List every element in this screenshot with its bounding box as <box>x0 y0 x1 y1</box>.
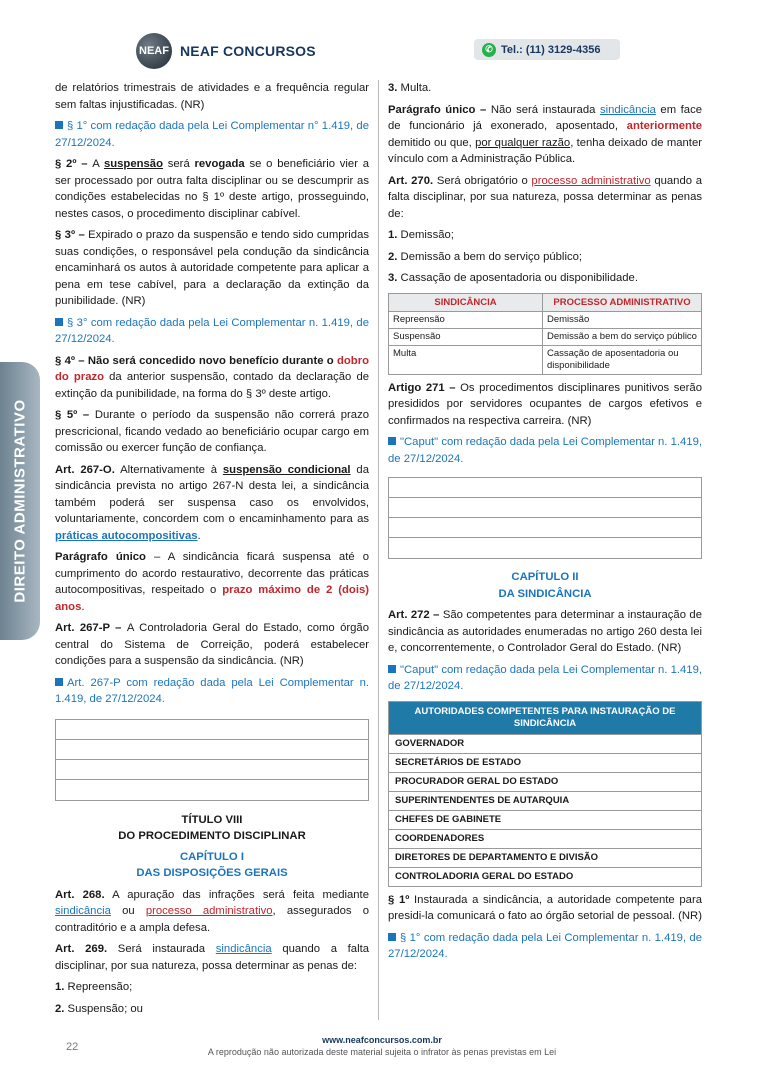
table-cell: Multa <box>389 345 543 374</box>
text: se o beneficiário vier a ser processado por outra falta disciplinar ou se descumprir as condições estabelecidas no § 1º deste artigo, prosseguindo, nestes casos, o procedimento disciplinar cabível. <box>55 158 369 220</box>
text: A Controladoria Geral do Estado, como órgão central do Sistema de Correição, poderá estabelecer condições para a suspensão da sindicância. (NR) <box>55 622 369 667</box>
para-label: § 1º <box>388 893 410 906</box>
para-label: Art. 267-P – <box>55 622 127 634</box>
text: Durante o período da suspensão não correrá prazo prescricional, ficando vedado ao beneficiário ocupar cargo em comissão ou exercer função de confiança. <box>55 409 370 454</box>
text: . <box>81 600 85 613</box>
text: demitido ou que, <box>388 136 476 149</box>
paragraph-5 <box>55 407 369 457</box>
text: será <box>162 158 195 170</box>
note-row <box>389 518 701 538</box>
table-row <box>389 772 702 791</box>
table-cell: Suspensão <box>389 328 543 345</box>
note-text: "Caput" com redação dada pela Lei Complementar n. 1.419, de 27/12/2024. <box>388 436 702 465</box>
list-item <box>388 227 702 244</box>
text: Cassação de aposentadoria ou disponibilidade. <box>397 272 638 284</box>
table-row <box>389 345 702 374</box>
table-header: AUTORIDADES COMPETENTES PARA INSTAURAÇÃO DE SINDICÂNCIA <box>389 701 702 734</box>
table-row <box>389 753 702 772</box>
table-header-row <box>389 701 702 734</box>
link-praticas[interactable]: práticas autocompositivas <box>55 529 198 542</box>
text: Os procedimentos disciplinares punitivos serão presididos por servidores ocupantes de cargos efetivos e confirmados na respectiva carreira. (NR) <box>388 381 703 427</box>
link-sindicancia[interactable]: sindicância <box>215 943 272 955</box>
text: – A sindicância ficará suspensa até o cumprimento do acordo restaurativo, decorrente das práticas autocompositivas, respeitado o <box>55 551 369 596</box>
note-text: "Caput" com redação dada pela Lei Complementar n. 1.419, de 27/12/2024. <box>388 663 702 692</box>
penalties-table <box>388 293 702 375</box>
para-label: § 5º – <box>55 409 95 421</box>
text: Instaurada a sindicância, a autoridade competente para presidi-la comunicará o fato ao órgão setorial de pessoal. (NR) <box>388 893 702 922</box>
table-cell: SUPERINTENDENTES DE AUTARQUIA <box>389 791 702 810</box>
link-sindicancia[interactable]: sindicância <box>599 103 656 116</box>
list-item <box>55 1001 369 1018</box>
text: da anterior suspensão, contado da declaração de extinção da punibilidade, na forma do § 3º deste artigo. <box>55 371 370 400</box>
text: Será instaurada <box>107 943 216 955</box>
footer-note: A reprodução não autorizada deste material sujeita o infrator às penas previstas em Lei <box>207 1047 557 1057</box>
table-cell: GOVERNADOR <box>389 734 702 753</box>
paragraph-6 <box>55 462 369 545</box>
link-sindicancia[interactable]: sindicância <box>55 905 111 917</box>
emph: dobro do prazo <box>55 354 369 383</box>
text: Expirado o prazo da suspensão e tendo sido cumpridas suas condições, o responsável pela condução da sindicância encaminhará os autos à autoridade competente para aplicar a pena em tese cabível, para a declaração da extinção da punibilidade. (NR) <box>55 229 369 307</box>
side-tab-label: DIREITO ADMINISTRATIVO <box>11 399 29 603</box>
square-bullet-icon <box>388 665 396 673</box>
table-cell: Repreensão <box>389 311 543 328</box>
table-cell: SECRETÁRIOS DE ESTADO <box>389 753 702 772</box>
list-item <box>388 249 702 266</box>
paragraph-r1 <box>388 102 702 168</box>
para-label: § 3º – <box>55 229 89 241</box>
text: Alternativamente à <box>114 463 223 476</box>
paragraph-9 <box>55 887 369 937</box>
footer-url <box>0 1035 764 1045</box>
table-cell: Cassação de aposentadoria ou disponibilidade <box>543 345 702 374</box>
text: Não será instaurada <box>490 103 600 116</box>
text: quando a falta disciplinar, por sua natureza, possa determinar as penas de: <box>388 174 702 220</box>
text: Repreensão; <box>64 981 133 993</box>
text: quando a falta disciplinar, por sua natureza, possa determinar as penas de: <box>55 943 369 972</box>
note-row <box>389 538 701 557</box>
emph: suspensão condicional <box>222 463 351 476</box>
paragraph: de relatórios trimestrais de atividades e a frequência regular sem faltas injustificadas. (NR) <box>55 82 369 111</box>
list-number: 3. <box>388 82 398 94</box>
note-row <box>56 760 368 780</box>
table-row <box>389 810 702 829</box>
page-number: 22 <box>66 1041 79 1053</box>
para-label: Parágrafo único <box>55 551 146 563</box>
paragraph-7 <box>55 549 369 615</box>
text: , assegurados o contraditório e a ampla defesa. <box>55 905 370 934</box>
para-label: Parágrafo único – <box>388 103 491 116</box>
list-number: 1. <box>388 229 398 241</box>
paragraph-r3 <box>388 380 702 430</box>
note-row <box>56 720 368 740</box>
text: . <box>197 529 201 542</box>
table-row <box>389 734 702 753</box>
table-row <box>389 311 702 328</box>
text: da sindicância prevista no artigo 267-N desta lei, a sindicância também poderá ser suspensa caso os envolvidos, voluntariamente, concordem com o encaminhamento para as <box>55 463 369 525</box>
list-item <box>55 979 369 996</box>
table-cell: Demissão a bem do serviço público <box>543 328 702 345</box>
text: São competentes para determinar a instauração de sindicância as autoridades enumeradas no artigo 260 desta lei e, concorrentemente, o Controlador Geral do Estado. (NR) <box>388 609 702 654</box>
text: Demissão; <box>397 229 454 241</box>
square-bullet-icon <box>388 437 396 445</box>
paragraph-10 <box>55 941 369 974</box>
table-row <box>389 829 702 848</box>
note-text: Art. 267-P com redação dada pela Lei Complementar n. 1.419, de 27/12/2024. <box>55 676 369 705</box>
logo-text: NEAF <box>139 45 169 57</box>
footer-link[interactable]: www.neafconcursos.com.br <box>322 1035 442 1045</box>
table-header-row <box>389 293 702 311</box>
list-item <box>388 80 702 97</box>
text: A apuração das infrações será feita mediante <box>104 888 369 901</box>
title-subheading: DO PROCEDIMENTO DISCIPLINAR <box>118 830 306 842</box>
table-cell: COORDENADORES <box>389 829 702 848</box>
para-label: § 4º – Não será concedido novo benefício durante o <box>55 354 337 367</box>
table-row <box>389 848 702 867</box>
emph: prazo máximo de 2 (dois) anos <box>55 584 370 613</box>
square-bullet-icon <box>388 933 396 941</box>
text: Demissão a bem do serviço público; <box>397 250 583 263</box>
text: A <box>92 158 104 170</box>
text: Suspensão; ou <box>64 1002 143 1015</box>
emph: revogada <box>194 158 245 170</box>
left-column <box>55 80 369 1017</box>
square-bullet-icon <box>55 318 63 326</box>
notes-box[interactable] <box>388 477 702 559</box>
note-line <box>388 930 702 963</box>
table-cell: CONTROLADORIA GERAL DO ESTADO <box>389 867 702 886</box>
text: , tenha deixado de manter vínculo com a Administração Pública. <box>388 136 702 165</box>
notes-box[interactable] <box>55 719 369 801</box>
paragraph-r2 <box>388 173 702 223</box>
table-cell: CHEFES DE GABINETE <box>389 810 702 829</box>
list-number: 3. <box>388 272 398 284</box>
paragraph-3 <box>55 227 369 310</box>
text: Multa. <box>397 82 432 94</box>
list-number: 2. <box>388 250 398 263</box>
note-line <box>55 675 369 708</box>
title-heading: TÍTULO VIII <box>181 813 243 826</box>
paragraph-8 <box>55 620 369 670</box>
note-line <box>388 662 702 695</box>
para-label: Artigo 271 – <box>388 381 461 394</box>
table-cell: Demissão <box>543 311 702 328</box>
para-label: Art. 272 – <box>388 609 443 621</box>
text: Será obrigatório o <box>433 174 532 187</box>
note-text: § 1° com redação dada pela Lei Complementar n. 1.419, de 27/12/2024. <box>388 931 702 960</box>
table-cell: DIRETORES DE DEPARTAMENTO E DIVISÃO <box>389 848 702 867</box>
para-label: Art. 269. <box>55 943 108 955</box>
note-line <box>388 434 702 467</box>
list-item <box>388 270 702 287</box>
link-processo[interactable]: processo administrativo <box>145 905 273 917</box>
table-header: PROCESSO ADMINISTRATIVO <box>543 293 702 311</box>
list-number: 1. <box>55 981 65 993</box>
table-row <box>389 791 702 810</box>
phone-number: Tel.: (11) 3129-4356 <box>501 43 601 56</box>
square-bullet-icon <box>55 121 63 129</box>
paragraph-r5 <box>388 892 702 925</box>
note-row <box>56 740 368 760</box>
authorities-table <box>388 701 702 887</box>
chapter-subheading: DAS DISPOSIÇÕES GERAIS <box>136 867 288 879</box>
column-divider <box>378 80 379 1020</box>
emph: anteriormente <box>626 120 702 132</box>
note-line <box>55 118 369 151</box>
note-row <box>389 498 701 518</box>
table-row <box>389 328 702 345</box>
right-column <box>388 80 702 963</box>
para-label: Art. 268. <box>55 888 105 901</box>
text: em face de funcionário já exonerado, aposentado, <box>388 103 703 132</box>
neaf-logo <box>136 33 172 69</box>
note-row <box>389 478 701 498</box>
whatsapp-icon: ✆ <box>482 43 496 57</box>
emph: por qualquer razão <box>475 136 571 149</box>
link-processo[interactable]: processo administrativo <box>531 174 651 187</box>
list-number: 2. <box>55 1002 65 1015</box>
para-label: Art. 267-O. <box>55 463 115 476</box>
table-row <box>389 867 702 886</box>
paragraph-r4 <box>388 607 702 657</box>
note-row <box>56 780 368 799</box>
phone-badge[interactable] <box>474 39 620 60</box>
paragraph-4 <box>55 353 369 403</box>
note-text: § 3° com redação dada pela Lei Complementar n. 1.419, de 27/12/2024. <box>55 316 369 345</box>
table-cell: PROCURADOR GERAL DO ESTADO <box>389 772 702 791</box>
square-bullet-icon <box>55 678 63 686</box>
chapter-heading: CAPÍTULO II <box>511 571 579 583</box>
para-label: Art. 270. <box>388 174 434 187</box>
emph: suspensão <box>103 158 163 170</box>
chapter-subheading: DA SINDICÂNCIA <box>498 587 592 600</box>
para-label: § 2º – <box>55 158 93 170</box>
brand-name: NEAF CONCURSOS <box>180 43 316 59</box>
text: ou <box>110 905 146 917</box>
paragraph-2 <box>55 156 369 222</box>
chapter-heading: CAPÍTULO I <box>179 850 244 863</box>
table-header: SINDICÂNCIA <box>389 293 543 311</box>
note-text: § 1° com redação dada pela Lei Complementar n° 1.419, de 27/12/2024. <box>55 120 369 149</box>
note-line <box>55 315 369 348</box>
